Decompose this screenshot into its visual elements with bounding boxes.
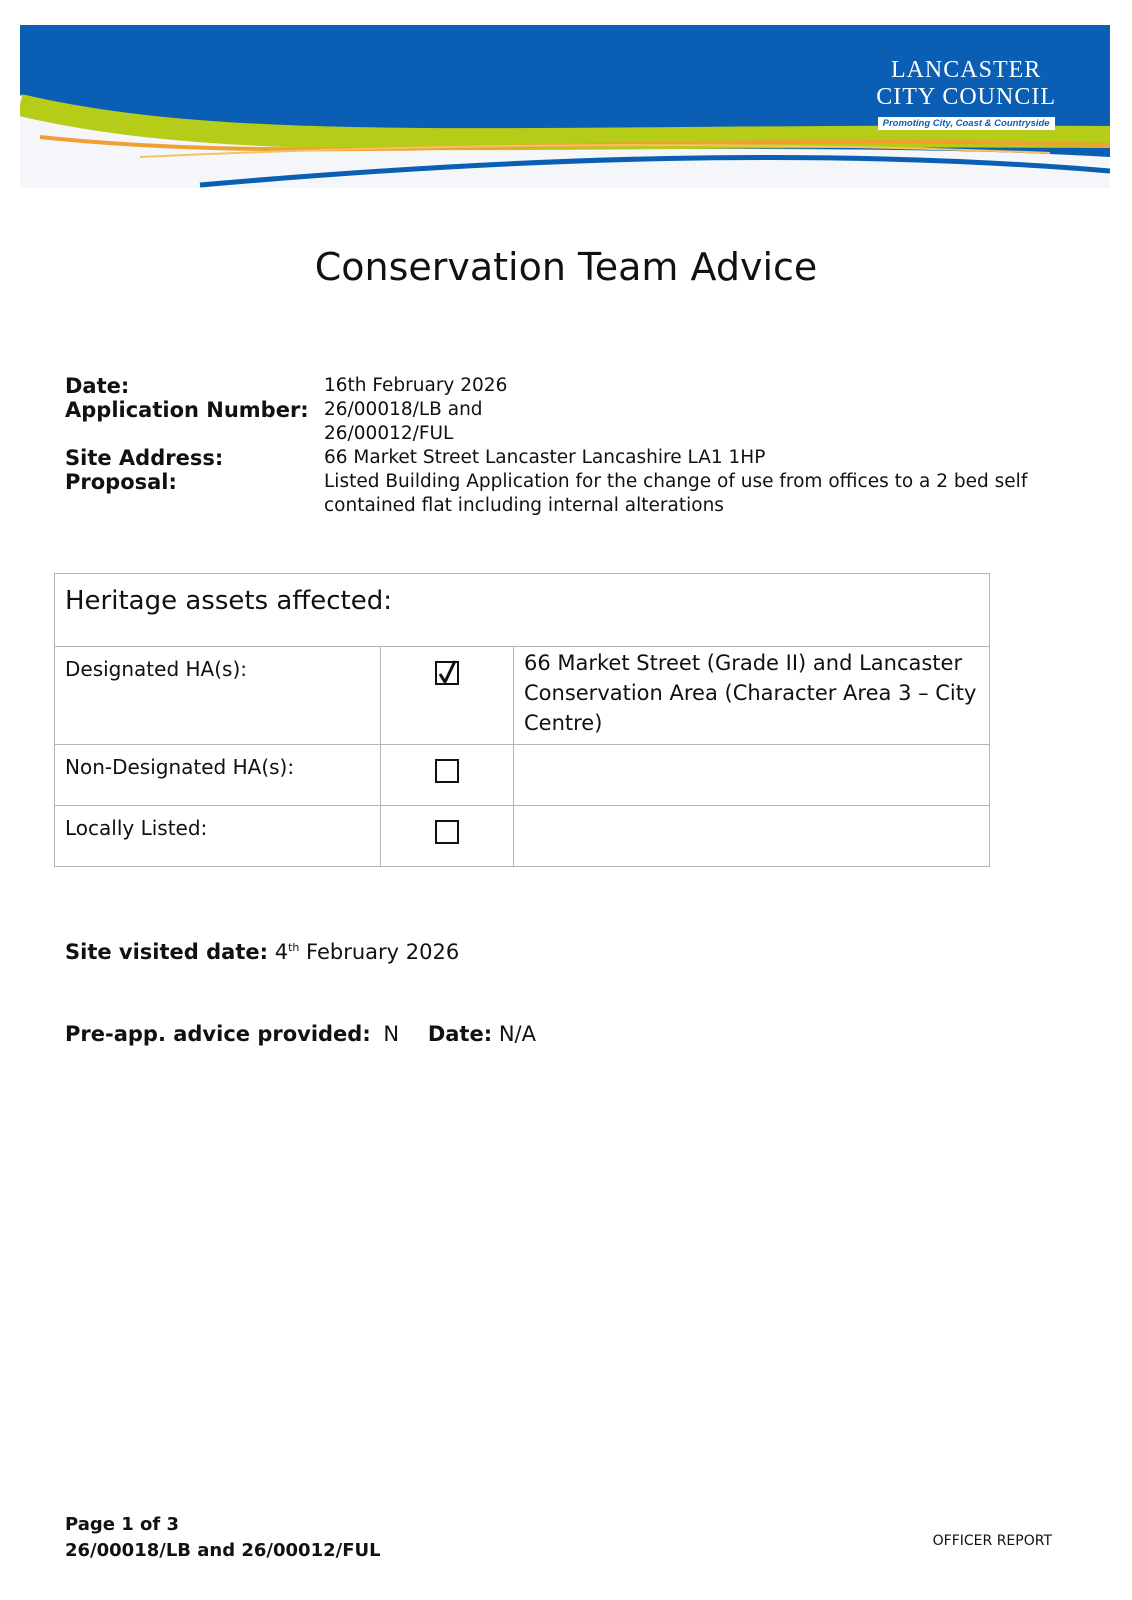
heritage-row-label: Locally Listed: xyxy=(55,806,381,867)
heritage-row-label: Designated HA(s): xyxy=(55,647,381,745)
footer-page-info xyxy=(65,1512,381,1564)
site-visited-rest: February 2026 xyxy=(299,940,460,964)
council-logo xyxy=(876,57,1056,130)
application-number-value-2: 26/00012/FUL xyxy=(324,423,454,444)
site-address-value: 66 Market Street Lancaster Lancashire LA1 1HP xyxy=(324,447,766,468)
header-banner xyxy=(20,25,1110,188)
heritage-row-detail xyxy=(514,745,990,806)
date-row xyxy=(65,374,1075,398)
footer-reference: 26/00018/LB and 26/00012/FUL xyxy=(65,1540,381,1561)
checkmark-icon xyxy=(435,657,461,687)
footer-page-number: Page 1 of 3 xyxy=(65,1514,179,1535)
site-visited-label: Site visited date: xyxy=(65,940,269,964)
heritage-heading: Heritage assets affected: xyxy=(55,574,990,647)
site-address-row xyxy=(65,446,1075,470)
logo-line-1: LANCASTER xyxy=(890,57,1042,83)
application-number-value-1: 26/00018/LB and xyxy=(324,399,483,420)
page-title: Conservation Team Advice xyxy=(314,245,818,289)
proposal-value: Listed Building Application for the change of use from offices to a 2 bed self contained flat including internal alterations xyxy=(324,471,1028,516)
date-label: Date: xyxy=(65,374,130,398)
pre-app-date-value: N/A xyxy=(498,1022,536,1046)
footer-report-type: OFFICER REPORT xyxy=(932,1533,1052,1549)
heritage-row-detail xyxy=(514,806,990,867)
site-visited-suffix: th xyxy=(288,941,300,954)
pre-app-label: Pre-app. advice provided: xyxy=(65,1022,371,1046)
heritage-row-locally-listed xyxy=(55,806,990,867)
heritage-assets-table xyxy=(54,573,990,867)
logo-line-2: CITY COUNCIL xyxy=(876,84,1056,110)
pre-app-line xyxy=(65,1022,536,1046)
pre-app-date-label: Date: xyxy=(427,1022,493,1046)
site-visited-line xyxy=(65,940,459,964)
non-designated-checkbox[interactable] xyxy=(435,759,459,783)
heritage-row-non-designated xyxy=(55,745,990,806)
designated-checkbox[interactable] xyxy=(435,661,459,685)
pre-app-value: N xyxy=(383,1022,400,1046)
locally-listed-checkbox[interactable] xyxy=(435,820,459,844)
application-number-row xyxy=(65,398,1075,446)
site-address-label: Site Address: xyxy=(65,446,224,470)
application-number-label: Application Number: xyxy=(65,398,309,422)
heritage-row-label: Non-Designated HA(s): xyxy=(55,745,381,806)
application-details xyxy=(65,374,1075,518)
proposal-label: Proposal: xyxy=(65,470,177,494)
heritage-row-detail: 66 Market Street (Grade II) and Lancaster Conservation Area (Character Area 3 – City Centre) xyxy=(514,647,990,745)
date-value: 16th February 2026 xyxy=(324,375,508,396)
site-visited-day: 4 xyxy=(274,940,289,964)
proposal-row xyxy=(65,470,1075,518)
logo-tagline: Promoting City, Coast & Countryside xyxy=(878,117,1055,130)
heritage-row-designated xyxy=(55,647,990,745)
heritage-heading-row xyxy=(55,574,990,647)
